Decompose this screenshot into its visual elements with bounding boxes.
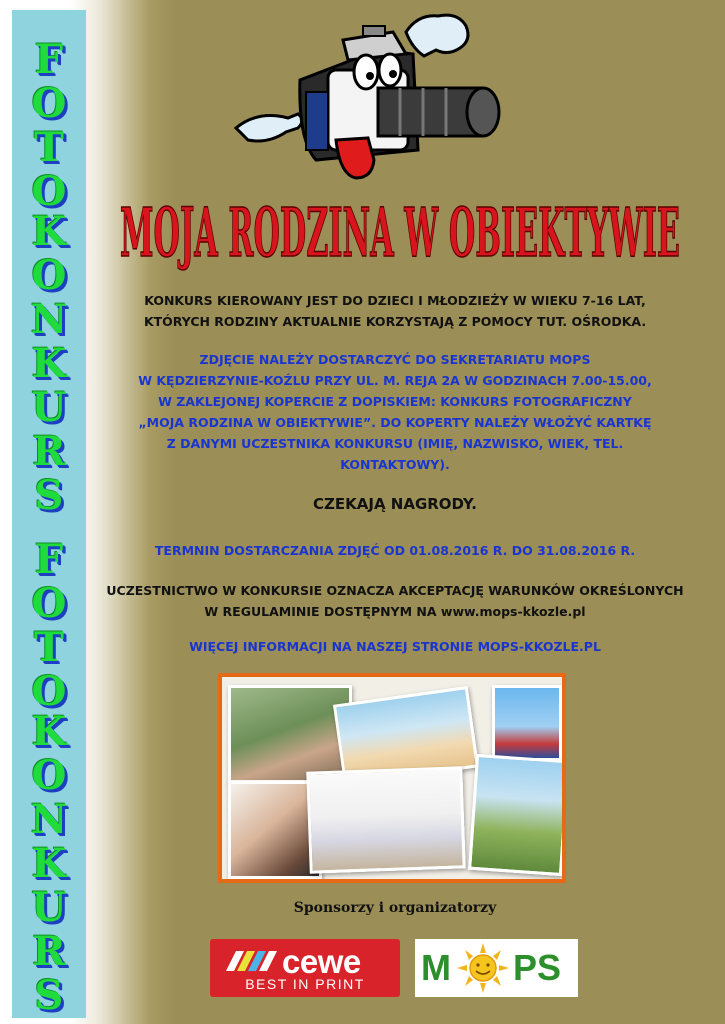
side-letter: O bbox=[31, 668, 67, 715]
mops-letter-m: M bbox=[421, 947, 451, 988]
side-banner bbox=[12, 10, 86, 1018]
side-letter: K bbox=[31, 840, 67, 887]
cewe-tagline: BEST IN PRINT bbox=[245, 976, 365, 992]
side-letter: O bbox=[31, 752, 67, 799]
side-word-foto-bottom bbox=[12, 538, 86, 714]
cewe-name: cewe bbox=[282, 943, 361, 980]
rules-text bbox=[100, 580, 690, 622]
side-letter: S bbox=[34, 972, 64, 1019]
more-info-text: WIĘCEJ INFORMACJI NA NASZEJ STRONIE MOPS-KKOZLE.PL bbox=[189, 639, 601, 654]
photo-family-trampoline bbox=[492, 685, 562, 761]
cewe-stripes-icon bbox=[226, 949, 278, 973]
side-letter: O bbox=[31, 252, 67, 299]
side-letter: U bbox=[31, 884, 67, 931]
submission-line: Z DANYMI UCZESTNIKA KONKURSU (IMIĘ, NAZWISKO, WIEK, TEL. bbox=[166, 436, 624, 451]
eligibility-line: KTÓRYCH RODZINY AKTUALNIE KORZYSTAJĄ Z POMOCY TUT. OŚRODKA. bbox=[143, 314, 647, 329]
submission-line: W ZAKLEJONEJ KOPERCIE Z DOPISKIEM: KONKURS FOTOGRAFICZNY bbox=[158, 394, 632, 409]
cartoon-camera-icon bbox=[228, 10, 508, 185]
side-letter: T bbox=[34, 124, 64, 171]
submission-line: „MOJA RODZINA W OBIEKTYWIE”. DO KOPERTY NALEŻY WŁOŻYĆ KARTKĘ bbox=[138, 415, 652, 430]
side-letter: N bbox=[30, 296, 68, 343]
side-letter: S bbox=[34, 472, 64, 519]
submission-text bbox=[100, 349, 690, 475]
side-word-konkurs-top bbox=[12, 210, 86, 518]
side-letter: R bbox=[32, 428, 66, 475]
side-letter: F bbox=[34, 536, 64, 583]
side-letter: U bbox=[31, 384, 67, 431]
photo-family-park bbox=[228, 685, 352, 783]
cewe-logo bbox=[210, 939, 400, 997]
side-word-konkurs-bottom bbox=[12, 710, 86, 1018]
family-photo-collage bbox=[218, 673, 566, 883]
side-letter: O bbox=[31, 580, 67, 627]
side-letter: N bbox=[30, 796, 68, 843]
contest-title bbox=[105, 180, 695, 275]
side-word-foto-top bbox=[12, 38, 86, 214]
side-letter: K bbox=[31, 708, 67, 755]
side-letter: O bbox=[31, 80, 67, 127]
title-text: MOJA RODZINA W OBIEKTYWIE bbox=[120, 194, 681, 273]
sun-icon bbox=[457, 943, 509, 993]
submission-line: W KĘDZIERZYNIE-KOŹLU PRZY UL. M. REJA 2A W GODZINACH 7.00-15.00, bbox=[138, 373, 652, 388]
mops-logo bbox=[415, 939, 578, 997]
rules-line: W REGULAMINIE DOSTĘPNYM NA www.mops-kkozle.pl bbox=[204, 604, 586, 619]
side-letter: F bbox=[34, 36, 64, 83]
side-letter: T bbox=[34, 624, 64, 671]
side-letter: R bbox=[32, 928, 66, 975]
prizes-heading: CZEKAJĄ NAGRODY. bbox=[313, 495, 477, 513]
photo-family-home bbox=[306, 766, 465, 873]
deadline-text: TERMNIN DOSTARCZANIA ZDJĘĆ OD 01.08.2016 R. DO 31.08.2016 R. bbox=[154, 543, 636, 558]
submission-line: KONTAKTOWY). bbox=[340, 457, 450, 472]
submission-line: ZDJĘCIE NALEŻY DOSTARCZYĆ DO SEKRETARIATU MOPS bbox=[199, 352, 591, 367]
eligibility-line: KONKURS KIEROWANY JEST DO DZIECI I MŁODZIEŻY W WIEKU 7-16 LAT, bbox=[144, 293, 646, 308]
side-letter: O bbox=[31, 168, 67, 215]
photo-family-cycling bbox=[468, 754, 566, 876]
side-letter: K bbox=[31, 340, 67, 387]
mops-letters-ps: PS bbox=[513, 947, 562, 988]
side-letter: K bbox=[31, 208, 67, 255]
sponsors-label: Sponsorzy i organizatorzy bbox=[293, 900, 497, 916]
rules-line: UCZESTNICTWO W KONKURSIE OZNACZA AKCEPTACJĘ WARUNKÓW OKREŚLONYCH bbox=[106, 583, 684, 598]
eligibility-text bbox=[100, 290, 690, 332]
